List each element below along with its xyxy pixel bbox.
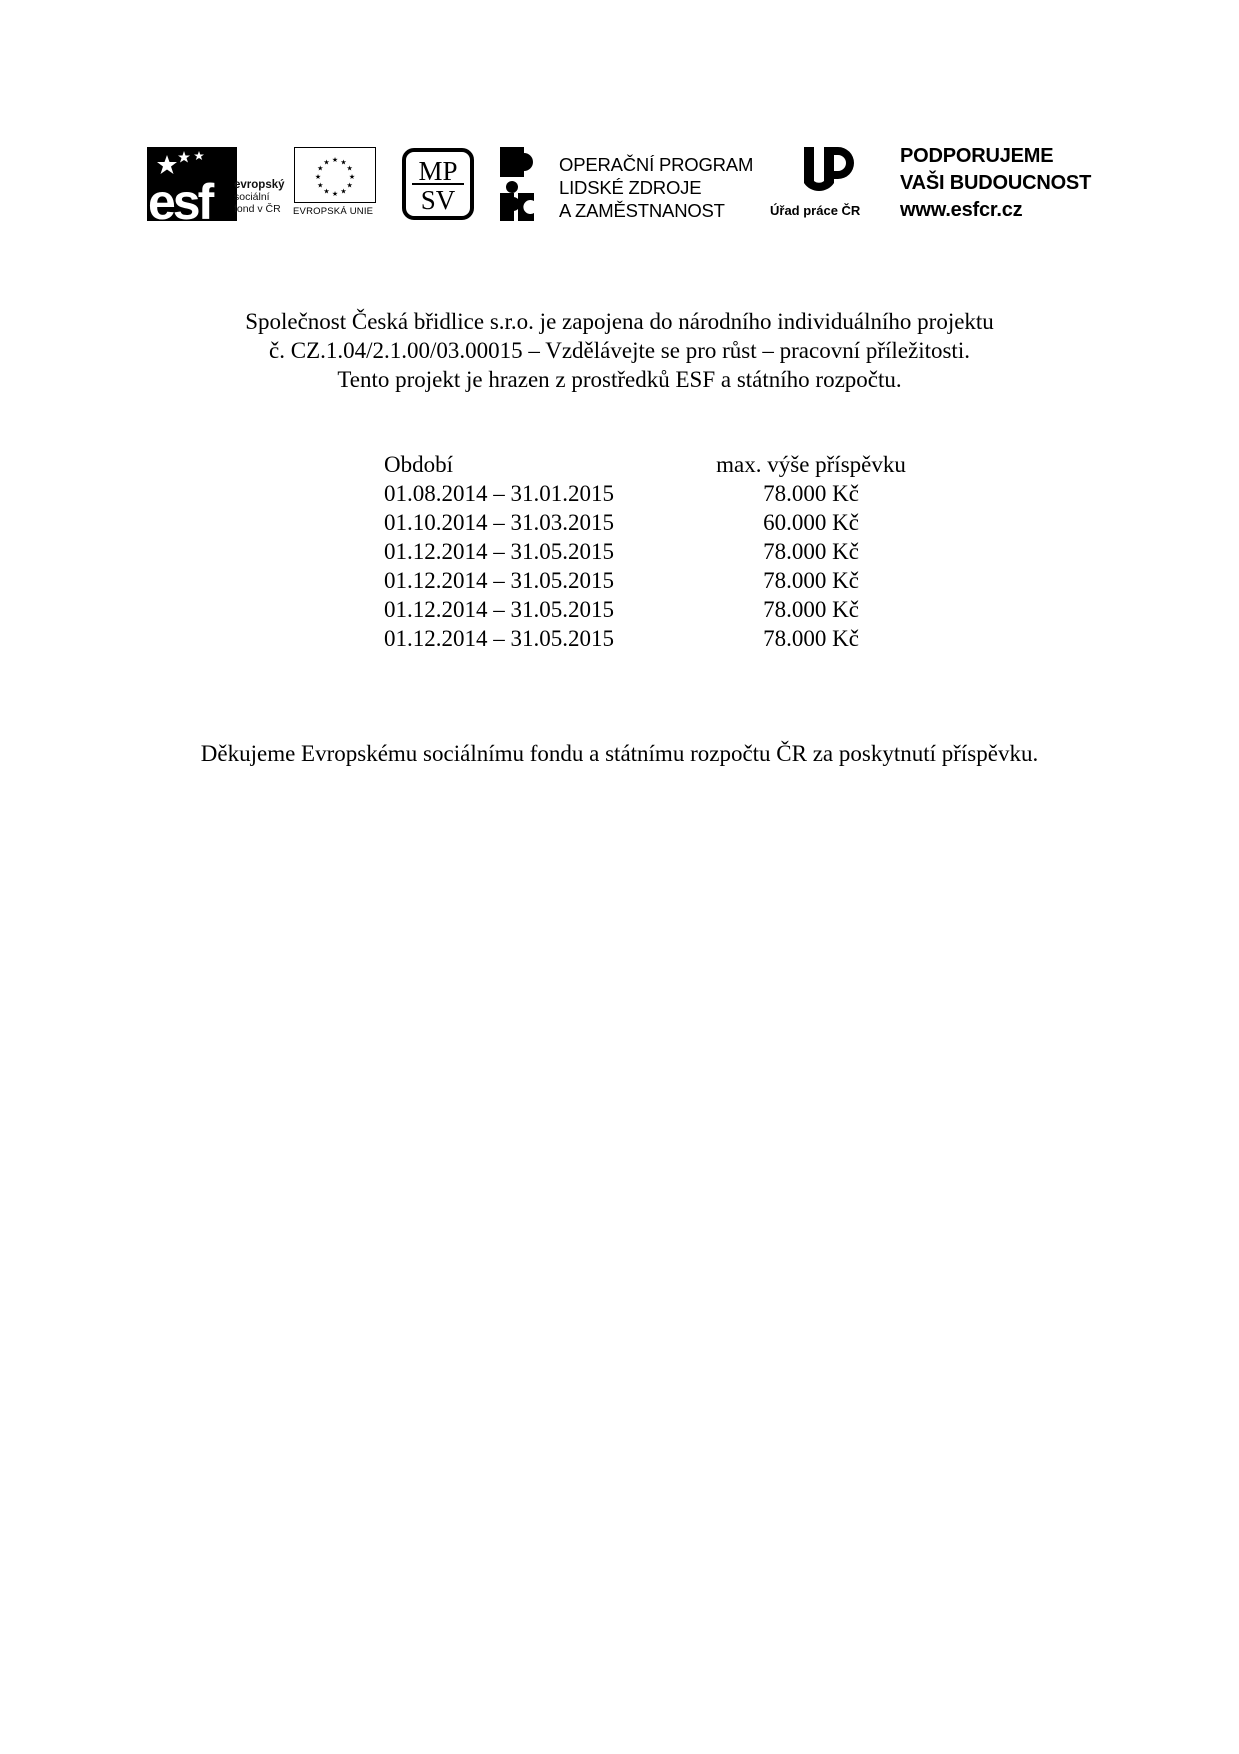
esf-line-3: fond v ČR	[234, 203, 281, 215]
support-line-2: VAŠI BUDOUCNOST	[900, 172, 1092, 194]
support-website: www.esfcr.cz	[900, 199, 1023, 221]
thanks-line: Děkujeme Evropskému sociálnímu fondu a státnímu rozpočtu ČR za poskytnutí příspěvku.	[200, 741, 1039, 766]
urad-prace-logo-icon	[800, 147, 854, 199]
row-period: 01.08.2014 – 31.01.2015	[384, 481, 614, 506]
intro-line-1: Společnost Česká břidlice s.r.o. je zapojena do národního individuálního projektu	[245, 309, 994, 334]
svg-text:★: ★	[323, 158, 330, 167]
support-slogan	[900, 143, 1091, 224]
op-line-3: A ZAMĚSTNANOST	[559, 200, 725, 221]
op-line-1: OPERAČNÍ PROGRAM	[559, 154, 754, 175]
row-period: 01.12.2014 – 31.05.2015	[384, 539, 614, 564]
svg-text:★: ★	[331, 190, 339, 198]
row-amount: 78.000 Kč	[763, 539, 859, 564]
urad-prace-label: Úřad práce ČR	[770, 203, 861, 218]
svg-text:★: ★	[314, 173, 322, 181]
esf-logo-text	[234, 179, 285, 215]
header-period: Období	[384, 452, 453, 477]
eu-stars-icon	[295, 148, 375, 202]
svg-text:MP: MP	[418, 156, 458, 186]
intro-line-3: Tento projekt je hrazen z prostředků ESF a státního rozpočtu.	[337, 367, 902, 392]
esf-line-1: evropský	[234, 179, 285, 191]
eu-label: EVROPSKÁ UNIE	[293, 206, 374, 217]
esf-line-2: sociální	[234, 191, 270, 203]
intro-line-2: č. CZ.1.04/2.1.00/03.00015 – Vzdělávejte se pro růst – pracovní příležitosti.	[269, 338, 970, 363]
row-amount: 78.000 Kč	[763, 626, 859, 651]
svg-text:esf: esf	[148, 174, 212, 221]
support-line-1: PODPORUJEME	[900, 145, 1054, 167]
row-amount: 78.000 Kč	[763, 597, 859, 622]
svg-text:★: ★	[346, 164, 353, 173]
svg-text:★: ★	[346, 181, 353, 190]
eu-flag	[294, 147, 376, 203]
header-amount: max. výše příspěvku	[716, 452, 906, 477]
row-period: 01.12.2014 – 31.05.2015	[384, 597, 614, 622]
svg-text:★: ★	[331, 156, 339, 164]
row-period: 01.10.2014 – 31.03.2015	[384, 510, 614, 535]
puzzle-logo-icon	[500, 147, 552, 221]
svg-text:SV: SV	[420, 185, 456, 215]
row-amount: 78.000 Kč	[763, 481, 859, 506]
svg-text:★: ★	[340, 187, 347, 196]
svg-text:★: ★	[317, 181, 324, 190]
mpsv-logo-icon	[402, 148, 474, 220]
row-amount: 78.000 Kč	[763, 568, 859, 593]
svg-text:★: ★	[317, 164, 324, 173]
row-period: 01.12.2014 – 31.05.2015	[384, 568, 614, 593]
logo-bar	[0, 0, 1239, 230]
svg-text:★: ★	[323, 187, 330, 196]
intro-paragraph	[0, 307, 1239, 394]
op-line-2: LIDSKÉ ZDROJE	[559, 177, 702, 198]
svg-text:★: ★	[348, 173, 356, 181]
row-amount: 60.000 Kč	[763, 510, 859, 535]
svg-text:★: ★	[340, 158, 347, 167]
op-program-text	[559, 153, 753, 222]
row-period: 01.12.2014 – 31.05.2015	[384, 626, 614, 651]
